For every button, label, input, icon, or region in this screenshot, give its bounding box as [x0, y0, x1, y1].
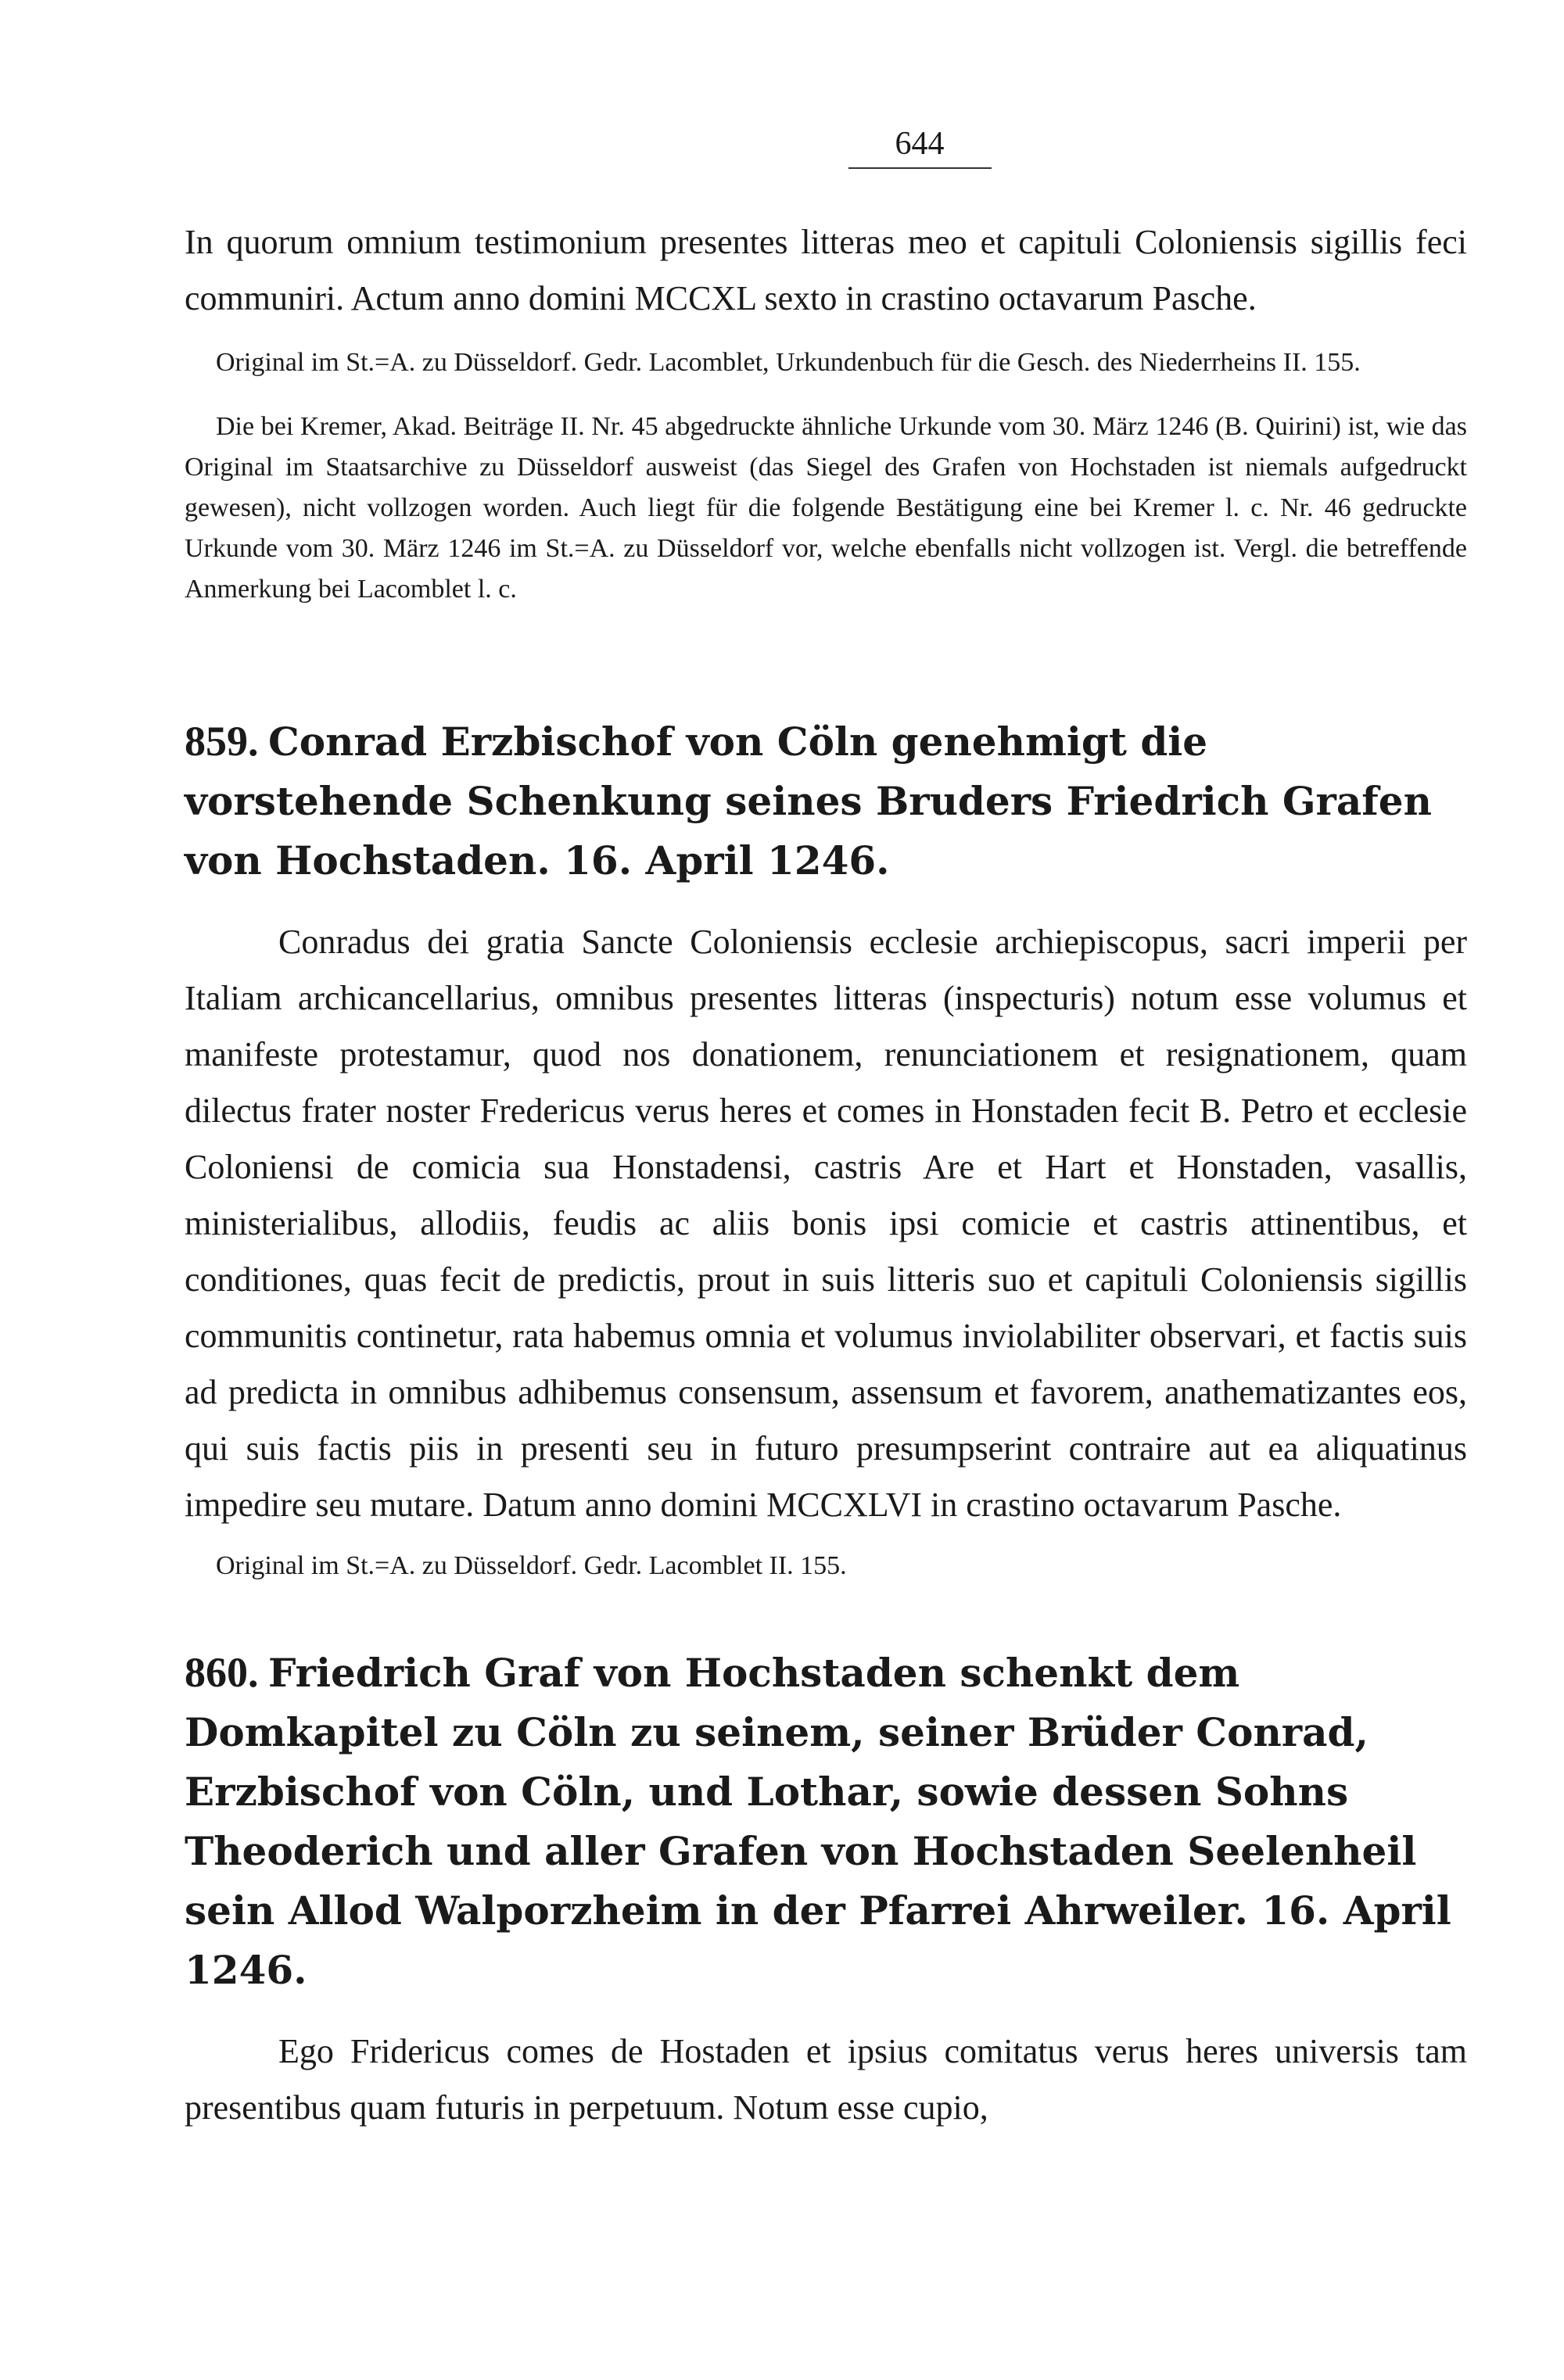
editorial-remark: Die bei Kremer, Akad. Beiträge II. Nr. 45 abgedruckte ähnliche Urkunde vom 30. März 1246 (B. Quirini) ist, wie das Original im Staatsarchive zu Düsseldorf ausweist (das Siegel des Grafen von Hochstaden ist niemals aufgedruckt gewesen), nicht vollzogen worden. Auch liegt für die folgende Bestätigung eine bei Kremer l. c. Nr. 46 gedruckte Urkunde vom 30. März 1246 im St.=A. zu Düsseldorf vor, welche ebenfalls nicht vollzogen ist. Vergl. die betreffende Anmerkung bei Lacomblet l. c.	[185, 412, 1467, 604]
latin-text-continued: In quorum omnium testimonium presentes litteras meo et capituli Coloniensis sigillis feci communiri. Actum anno domini MCCXL sexto in crastino octavarum Pasche.	[185, 223, 1467, 317]
page-number	[278, 125, 1561, 169]
entry-859-text: Conradus dei gratia Sancte Coloniensis ecclesie archiepiscopus, sacri imperii per Italiam archicancellarius, omnibus presentes litteras (inspecturis) notum esse volumus et manifeste protestamur, quod nos donationem, renunciationem et resignationem, quam dilectus frater noster Fredericus verus heres et comes in Honstaden fecit B. Petro et ecclesie Coloniensi de comicia sua Honstadensi, castris Are et Hart et Honstaden, vasallis, ministerialibus, allodiis, feudis ac aliis bonis ipsi comicie et castris attinentibus, et conditiones, quas fecit de predictis, prout in suis litteris suo et capituli Coloniensis sigillis communitis continetur, rata habemus omnia et volumus inviolabiliter observari, et factis suis ad predicta in omnibus adhibemus consensum, assensum et favorem, anathematizantes eos, qui suis factis piis in presenti seu in futuro presumpserint contraire aut ea aliquatinus impedire seu mutare. Datum anno domini MCCXLVI in crastino octavarum Pasche.	[185, 923, 1467, 1524]
entry-860-text: Ego Fridericus comes de Hostaden et ipsius comitatus verus heres universis tam presentibus quam futuris in perpetuum. Notum esse cupio,	[185, 2032, 1467, 2127]
source-note: Original im St.=A. zu Düsseldorf. Gedr. Lacomblet, Urkundenbuch für die Gesch. des Niederrheins II. 155.	[216, 348, 1361, 377]
entry-860-number: 860.	[185, 1649, 259, 1696]
entry-859-number: 859.	[185, 718, 259, 765]
entry-859-source: Original im St.=A. zu Düsseldorf. Gedr. Lacomblet II. 155.	[216, 1551, 847, 1580]
entry-860-title: Friedrich Graf von Hochstaden schenkt dem Domkapitel zu Cöln zu seinem, seiner Brüder Conrad, Erzbischof von Cöln, und Lothar, sowie dessen Sohns Theoderich und aller Grafen von Hochstaden Seelenheil sein Allod Walporzheim in der Pfarrei Ahrweiler. 16. April 1246.	[185, 1650, 1451, 1993]
entry-860-heading	[185, 1643, 1467, 2000]
page-content	[185, 125, 1467, 2136]
page-number-text: 644	[848, 125, 992, 169]
entry-859-title: Conrad Erzbischof von Cöln genehmigt die vorstehende Schenkung seines Bruders Friedrich Grafen von Hochstaden. 16. April 1246.	[185, 719, 1432, 884]
entry-859-heading	[185, 711, 1467, 891]
